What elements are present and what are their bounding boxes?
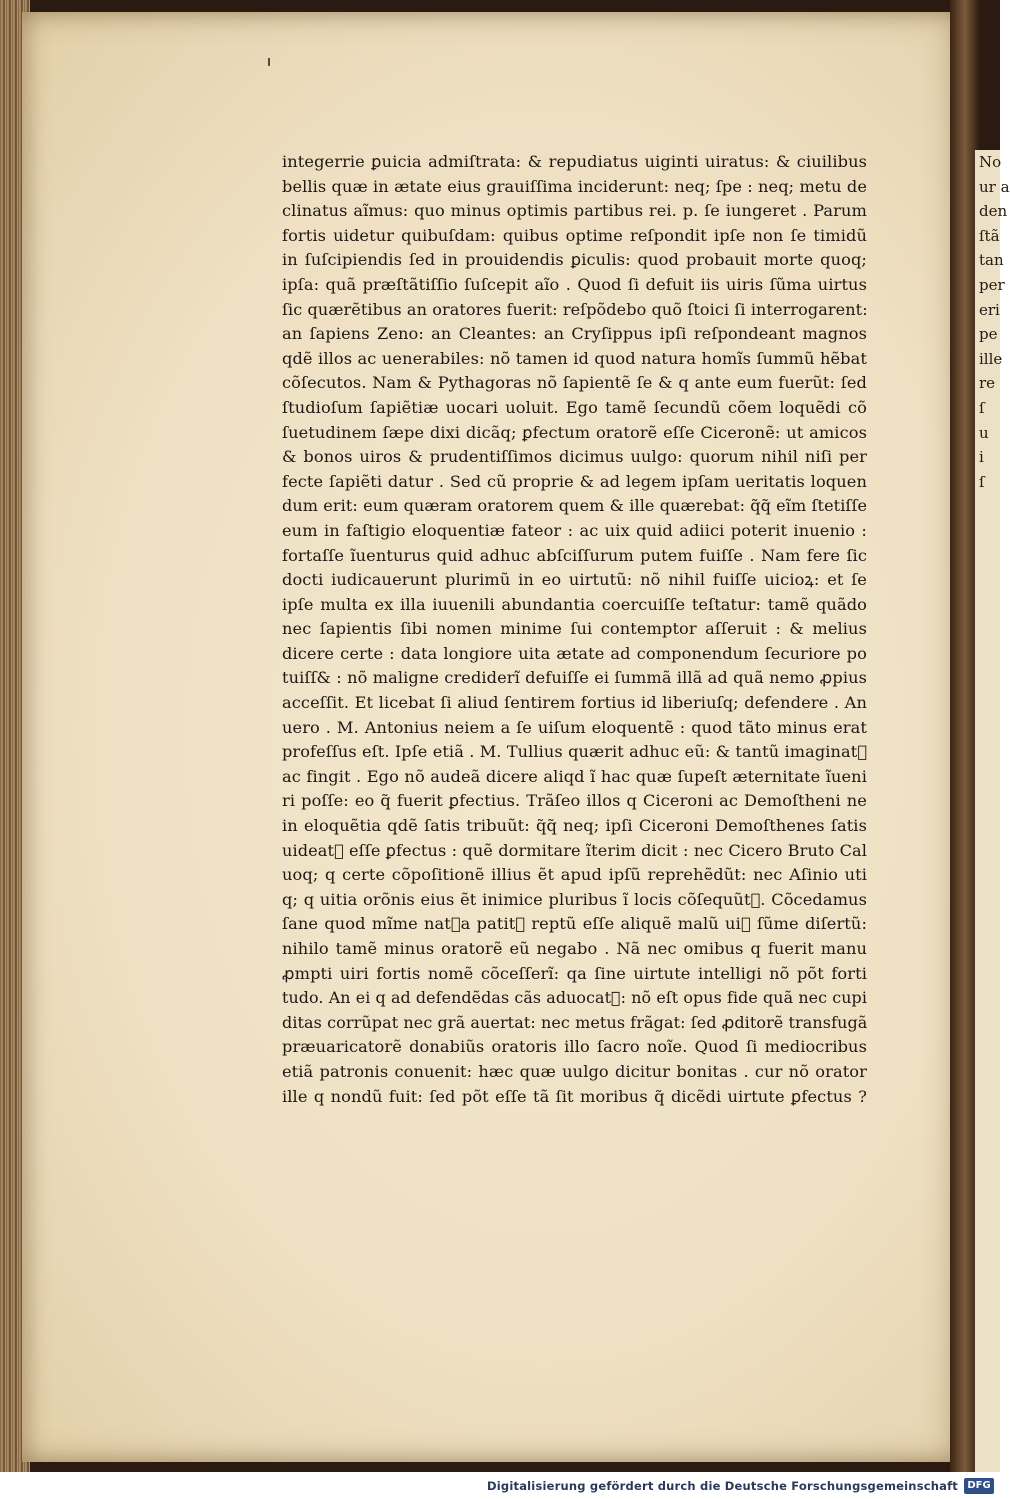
next-page-fragment: ille — [979, 349, 1003, 368]
text-line: ac fingit . Ego nõ audeã dicere aliqd ĩ hac quæ ſupeſt æternitate ĩueni — [282, 766, 867, 786]
text-line: uideatᷣ eſſe ꝑfectus : quẽ dormitare ĩterim dicit : nec Cicero Bruto Cal — [282, 840, 867, 860]
text-line: q; q uitia orõnis eius ẽt inimice pluribus ĩ locis cõſequũtᷣ. Cõcedamus — [282, 889, 867, 909]
text-line: ipſa: quã præſtãtiſſio ſuſcepit aĩo . Quod ſi defuit iis uiris ſũma uirtus — [282, 274, 867, 294]
text-line: fortis uidetur quibuſdam: quibus optime reſpondit ipſe non ſe timidũ — [282, 225, 867, 245]
next-page-fragment: den — [979, 202, 1008, 221]
text-line: docti iudicauerunt plurimũ in eo uirtutũ: nõ nihil fuiſſe uicioꝝ: et ſe — [282, 570, 867, 590]
text-line: qdẽ illos ac uenerabiles: nõ tamen id quod natura homĩs ſummũ hẽbat — [282, 348, 867, 368]
next-page-fragment: ſ — [979, 472, 985, 491]
text-line: in ſuſcipiendis ſed in prouidendis ꝑiculis: quod probauit morte quoq; — [282, 250, 867, 270]
text-line: dicere certe : data longiore uita ætate ad componendum ſecuriore po — [282, 643, 867, 663]
margin-mark — [268, 58, 270, 66]
page-text-block — [282, 150, 867, 1109]
text-line: bellis quæ in ætate eius grauiſſima inciderunt: neq; ſpe : neq; metu de — [282, 176, 867, 196]
text-line: ſtudioſum ſapiẽtiæ uocari uoluit. Ego tamẽ ſecundũ cõem loquẽdi cõ — [282, 397, 867, 417]
next-page-fragment: i — [979, 448, 984, 467]
text-line: an ſapiens Zeno: an Cleantes: an Cryſippus ipſi reſpondeant magnos — [282, 324, 867, 344]
text-line: dum erit: eum quæram oratorem quem & ille quærebat: q̃q̃ eĩm ſtetiſſe — [282, 496, 868, 516]
next-page-fragment: u — [979, 423, 989, 442]
text-line: uero . M. Antonius neiem a ſe uiſum eloquentẽ : quod tãto minus erat — [282, 717, 867, 737]
dfg-logo: DFG — [964, 1478, 994, 1494]
text-line: in eloquẽtia qdẽ ſatis tribuũt: q̃q̃ neq; ipſi Ciceroni Demoſthenes ſatis — [282, 816, 867, 836]
text-line: ſuetudinem ſæpe dixi dicãq; ꝑfectum oratorẽ eſſe Ciceronẽ: ut amicos — [282, 422, 867, 442]
text-line: præuaricatorẽ donabiũs oratoris illo ſacro noĩe. Quod ſi mediocribus — [282, 1037, 867, 1057]
next-page-fragment: ſtã — [979, 226, 1000, 245]
text-line: fortaſſe ĩuenturus quid adhuc abſciſſurum putem fuiſſe . Nam fere ſic — [282, 545, 867, 565]
text-line: fecte ſapiẽti datur . Sed cũ proprie & ad legem ipſam ueritatis loquen — [282, 471, 867, 491]
text-line: tuiſſ& : nõ maligne crediderĩ defuiſſe ei ſummã illã ad quã nemo ꝓpius — [282, 668, 867, 688]
text-line: etiã patronis conuenit: hæc quæ uulgo dicitur bonitas . cur nõ orator — [282, 1061, 867, 1081]
text-line: ille q nondũ fuit: ſed põt eſſe tã ſit moribus q̃ dicẽdi uirtute ꝑfectus ? — [282, 1086, 867, 1106]
dfg-credit: Digitalisierung gefördert durch die Deutsche Forschungsgemeinschaft — [487, 1478, 958, 1493]
text-line: uoq; q certe cõpoſitionẽ illius ẽt apud ipſũ reprehẽdũt: nec Aſinio uti — [282, 865, 867, 885]
text-line: & bonos uiros & prudentiſſimos dicimus uulgo: quorum nihil niſi per — [282, 447, 867, 467]
text-line: ſic quærẽtibus an oratores fuerit: reſpõdebo quõ ſtoici ſi interrogarent: — [282, 299, 868, 319]
text-line: ri poſſe: eo q̃ fuerit ꝑfectius. Trãſeo illos q Ciceroni ac Demoſtheni ne — [282, 791, 867, 811]
text-line: ipſe multa ex illa iuuenili abundantia coercuiſſe teſtatur: tamẽ quãdo — [282, 594, 867, 614]
next-page-fragment: per — [979, 275, 1005, 294]
text-line: profeſſus eſt. Ipſe etiã . M. Tullius quærit adhuc eũ: & tantũ imaginatᷣ — [282, 742, 867, 762]
text-line: ꝓmpti uiri fortis nomẽ cõceſſerĩ: qa ſine uirtute intelligi nõ põt forti — [282, 963, 867, 983]
next-page-fragment: No — [979, 153, 1002, 171]
text-line: nihilo tamẽ minus oratorẽ eũ negabo . Nã nec omibus q fuerit manu — [282, 939, 867, 958]
next-page-fragment: tan — [979, 251, 1004, 270]
text-line: acceſſit. Et licebat ſi aliud ſentirem fortius id liberiuſq; defendere . An — [282, 693, 867, 713]
next-page-fragment: ur a — [979, 177, 1010, 196]
next-page-fragment: ſ — [979, 398, 985, 417]
text-line: eum in faſtigio eloquentiæ fateor : ac uix quid adiici poterit inuenio : — [282, 520, 867, 540]
next-page-fragment: re — [979, 374, 996, 393]
footer-bar — [0, 1472, 1000, 1499]
text-line: ſane quod mĩme natᷓa patitᷣ reptũ eſſe aliquẽ malũ uiꝝ ſũme diſertũ: — [282, 914, 867, 934]
text-line: ditas corrũpat nec grã auertat: nec metus frãgat: ſed ꝓditorẽ transfugã — [282, 1012, 868, 1032]
next-page-edge — [975, 150, 1010, 1472]
text-line: tudo. An ei q ad defendẽdas cãs aduocatᷣ: nõ eſt opus fide quã nec cupi — [282, 988, 867, 1008]
text-line: cõſecutos. Nam & Pythagoras nõ ſapientẽ ſe & q ante eum fuerũt: ſed — [282, 373, 867, 393]
next-page-fragment: pe — [979, 325, 998, 344]
text-line: nec ſapientis ſibi nomen minime ſui contemptor aſſeruit : & melius — [282, 619, 867, 639]
text-line: clinatus aĩmus: quo minus optimis partibus rei. p. ſe iungeret . Parum — [282, 201, 867, 221]
next-page-fragment: eri — [979, 300, 1000, 319]
text-line: integerrie ꝑuicia admiſtrata: & repudiatus uiginti uiratus: & ciuilibus — [282, 152, 867, 171]
